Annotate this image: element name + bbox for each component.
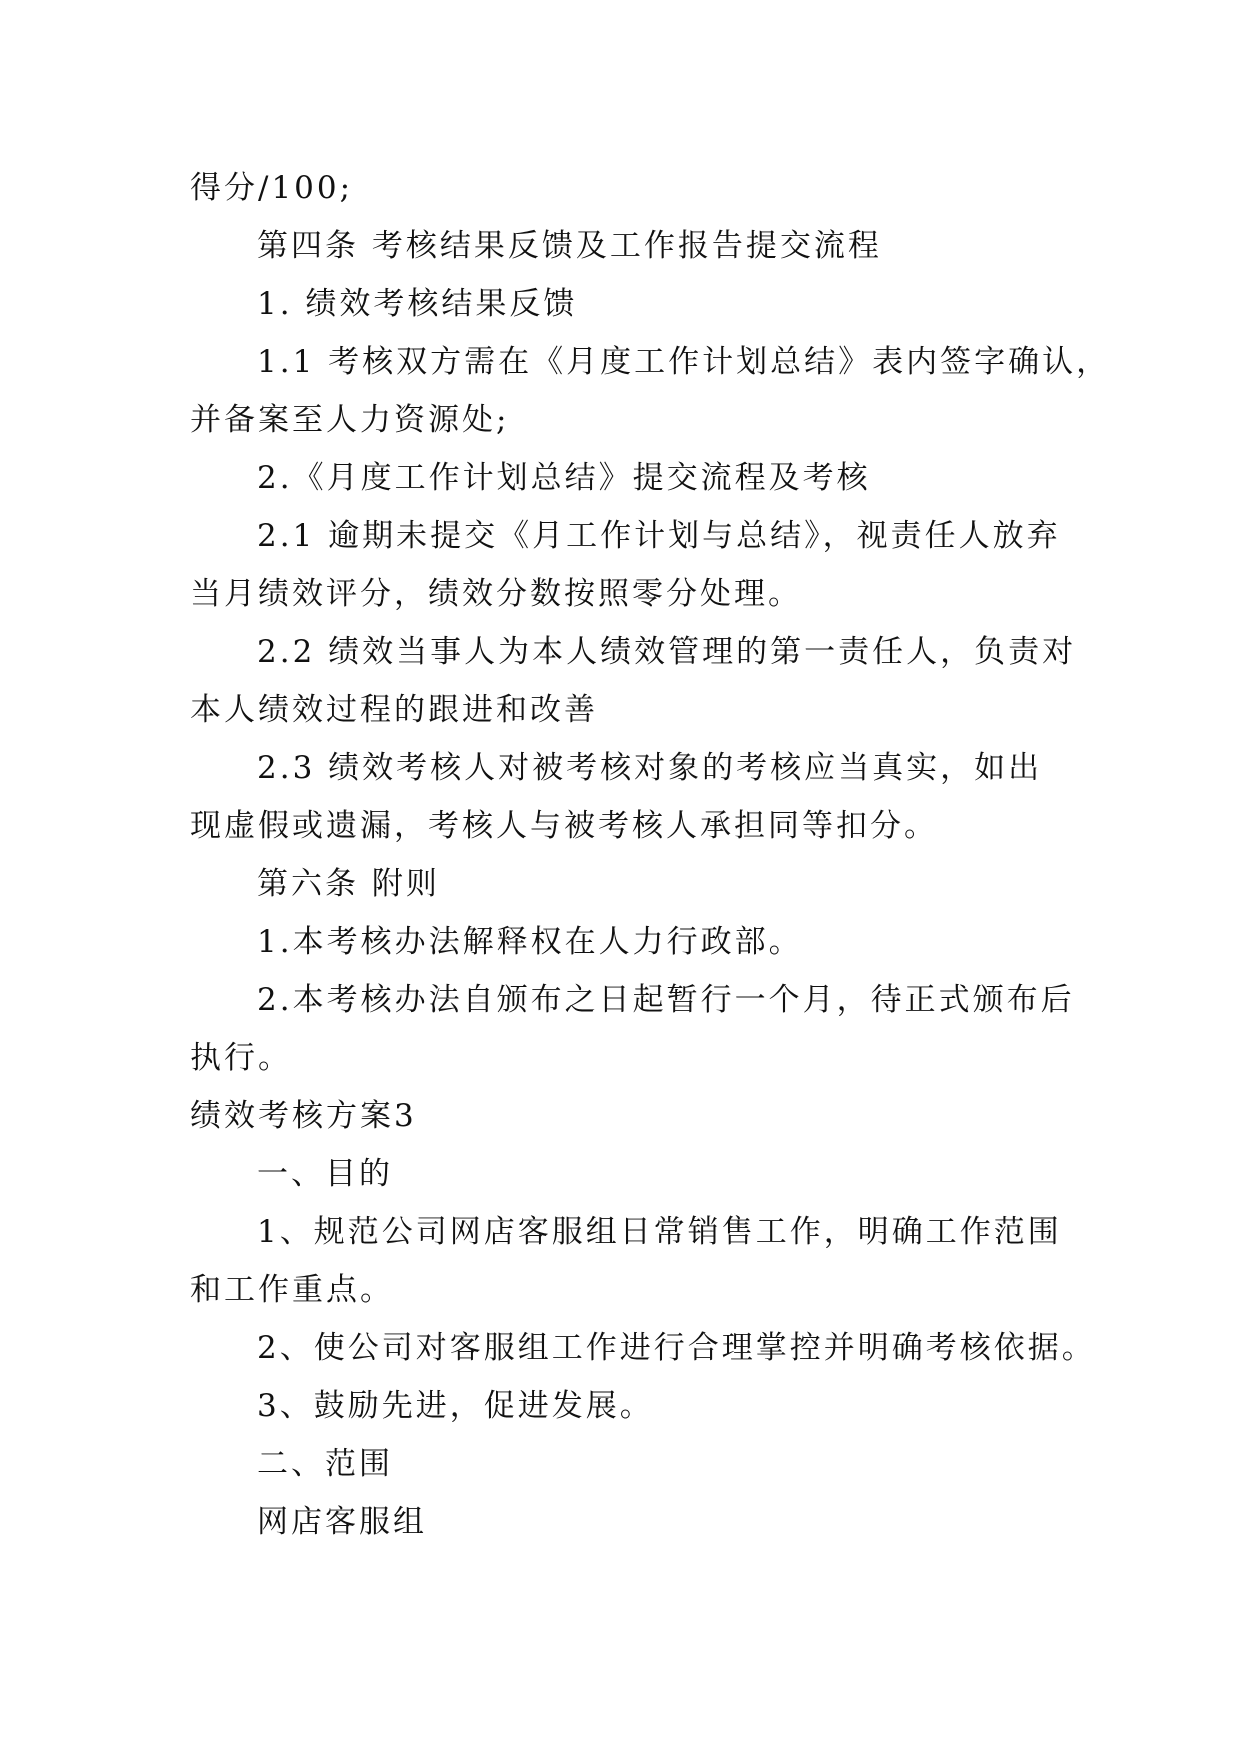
section-heading: 第六条 附则 [257,866,440,902]
section-heading: 第四条 考核结果反馈及工作报告提交流程 [257,228,882,264]
text-line: 3、鼓励先进，促进发展。 [257,1388,654,1424]
text-line: 1.1 考核双方需在《月度工作计划总结》表内签字确认， [257,344,1111,380]
text-line: 2.1 逾期未提交《月工作计划与总结》，视责任人放弃 [257,518,1061,554]
text-line: 2.2 绩效当事人为本人绩效管理的第一责任人，负责对 [257,634,1077,670]
text-line: 2、使公司对客服组工作进行合理掌控并明确考核依据。 [257,1330,1096,1366]
text-line: 并备案至人力资源处; [190,402,510,438]
text-line: 2.《月度工作计划总结》提交流程及考核 [257,460,871,496]
text-line: 现虚假或遗漏，考核人与被考核人承担同等扣分。 [190,808,938,844]
text-line: 1.本考核办法解释权在人力行政部。 [257,924,803,960]
text-line: 网店客服组 [257,1504,427,1540]
section-heading: 一、目的 [257,1156,393,1192]
text-line: 当月绩效评分，绩效分数按照零分处理。 [190,576,802,612]
text-line: 1. 绩效考核结果反馈 [257,286,578,322]
section-heading: 二、范围 [257,1446,393,1482]
text-line: 2.本考核办法自颁布之日起暂行一个月，待正式颁布后 [257,982,1075,1018]
text-line: 2.3 绩效考核人对被考核对象的考核应当真实，如出 [257,750,1043,786]
document-title: 绩效考核方案3 [190,1098,417,1134]
text-line: 执行。 [190,1040,292,1076]
text-line: 得分/100; [190,170,354,206]
text-line: 1、规范公司网店客服组日常销售工作，明确工作范围 [257,1214,1062,1250]
text-line: 本人绩效过程的跟进和改善 [190,692,598,728]
text-line: 和工作重点。 [190,1272,394,1308]
